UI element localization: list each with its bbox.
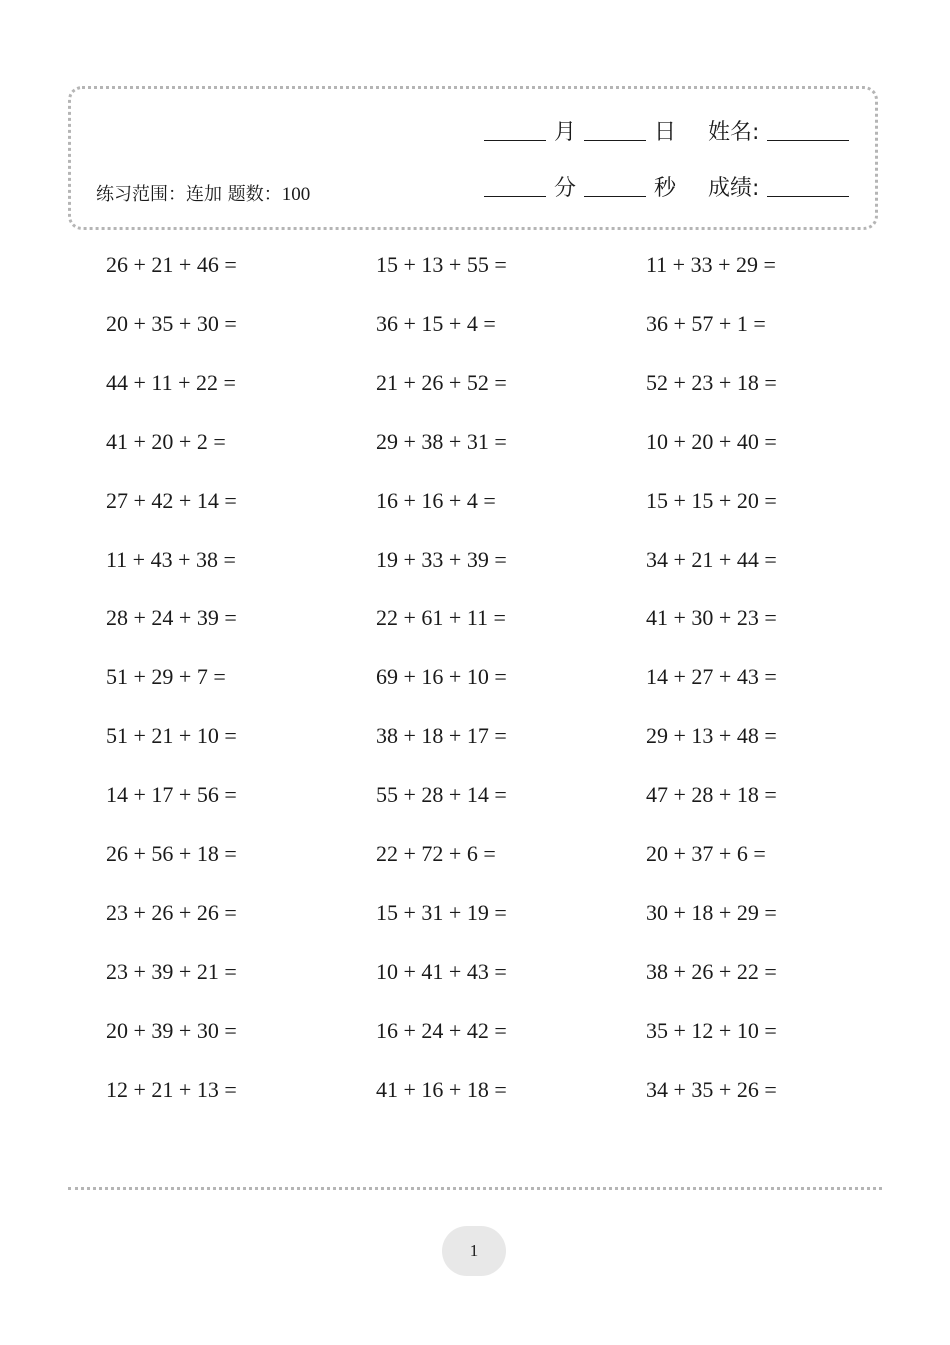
problem-item: 27 + 42 + 14 = (106, 488, 237, 513)
problem-item: 26 + 21 + 46 = (106, 252, 237, 277)
problem-item: 30 + 18 + 29 = (646, 900, 777, 925)
page-number: 1 (442, 1226, 506, 1276)
problem-item: 11 + 33 + 29 = (646, 252, 776, 277)
problem-item: 15 + 15 + 20 = (646, 488, 777, 513)
problem-item: 23 + 26 + 26 = (106, 900, 237, 925)
question-count: 100 (281, 184, 311, 205)
problem-item: 29 + 38 + 31 = (376, 429, 507, 454)
day-blank[interactable] (584, 140, 646, 141)
problem-item: 20 + 39 + 30 = (106, 1018, 237, 1043)
problem-item: 41 + 16 + 18 = (376, 1077, 507, 1102)
problem-item: 35 + 12 + 10 = (646, 1018, 777, 1043)
score-blank[interactable] (767, 196, 849, 197)
problem-item: 20 + 35 + 30 = (106, 311, 237, 336)
problem-item: 20 + 37 + 6 = (646, 841, 766, 866)
problem-item: 12 + 21 + 13 = (106, 1077, 237, 1102)
month-label: 月 (554, 120, 577, 145)
problem-item: 11 + 43 + 38 = (106, 547, 236, 572)
problem-item: 19 + 33 + 39 = (376, 547, 507, 572)
problem-item: 14 + 17 + 56 = (106, 782, 237, 807)
problem-item: 36 + 57 + 1 = (646, 311, 766, 336)
problem-item: 41 + 20 + 2 = (106, 429, 226, 454)
problem-item: 36 + 15 + 4 = (376, 311, 496, 336)
second-blank[interactable] (584, 196, 646, 197)
problem-item: 14 + 27 + 43 = (646, 664, 777, 689)
header-box (68, 86, 878, 230)
problem-item: 22 + 61 + 11 = (376, 605, 506, 630)
month-blank[interactable] (484, 140, 546, 141)
problem-item: 21 + 26 + 52 = (376, 370, 507, 395)
practice-range (96, 180, 310, 206)
problem-item: 10 + 20 + 40 = (646, 429, 777, 454)
problem-item: 15 + 31 + 19 = (376, 900, 507, 925)
score-label: 成绩: (708, 176, 760, 201)
problem-item: 26 + 56 + 18 = (106, 841, 237, 866)
practice-label: 练习范围：连加 题数： (96, 184, 282, 205)
problem-item: 52 + 23 + 18 = (646, 370, 777, 395)
problem-item: 55 + 28 + 14 = (376, 782, 507, 807)
problem-item: 23 + 39 + 21 = (106, 959, 237, 984)
problem-item: 22 + 72 + 6 = (376, 841, 496, 866)
problem-item: 28 + 24 + 39 = (106, 605, 237, 630)
problem-item: 69 + 16 + 10 = (376, 664, 507, 689)
problem-item: 15 + 13 + 55 = (376, 252, 507, 277)
second-label: 秒 (654, 176, 677, 201)
problem-item: 38 + 26 + 22 = (646, 959, 777, 984)
problem-item: 34 + 35 + 26 = (646, 1077, 777, 1102)
problem-item: 41 + 30 + 23 = (646, 605, 777, 630)
footer-divider (68, 1187, 882, 1190)
problem-item: 44 + 11 + 22 = (106, 370, 236, 395)
problem-item: 34 + 21 + 44 = (646, 547, 777, 572)
name-label: 姓名: (708, 120, 760, 145)
minute-label: 分 (554, 176, 577, 201)
problem-item: 16 + 16 + 4 = (376, 488, 496, 513)
minute-blank[interactable] (484, 196, 546, 197)
problem-item: 38 + 18 + 17 = (376, 723, 507, 748)
problem-item: 16 + 24 + 42 = (376, 1018, 507, 1043)
day-label: 日 (654, 120, 677, 145)
problem-item: 10 + 41 + 43 = (376, 959, 507, 984)
problem-item: 47 + 28 + 18 = (646, 782, 777, 807)
problem-item: 51 + 21 + 10 = (106, 723, 237, 748)
name-blank[interactable] (767, 140, 849, 141)
problem-item: 51 + 29 + 7 = (106, 664, 226, 689)
problem-item: 29 + 13 + 48 = (646, 723, 777, 748)
